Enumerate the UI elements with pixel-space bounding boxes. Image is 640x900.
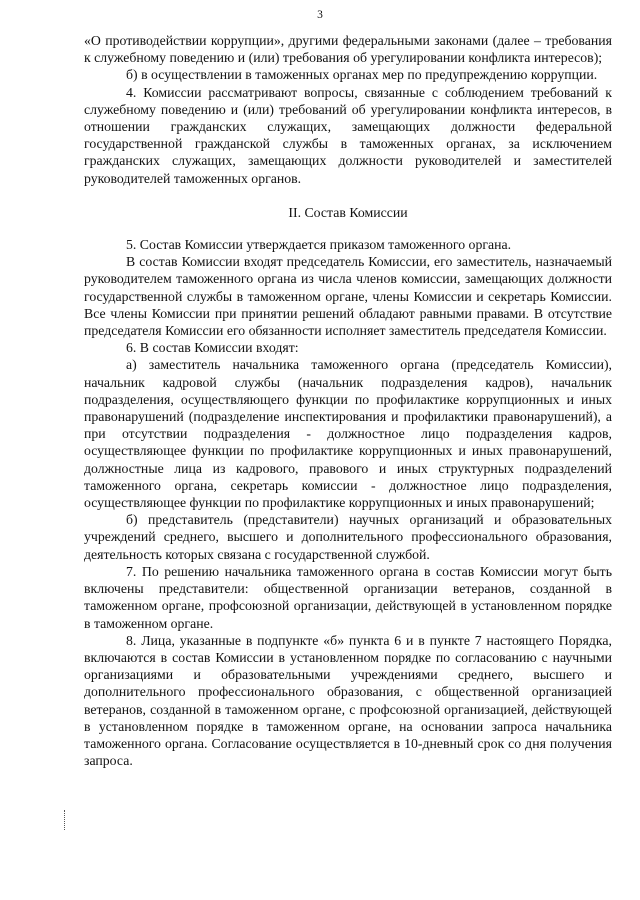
paragraph-5: 5. Состав Комиссии утверждается приказом таможенного органа. — [126, 237, 512, 253]
paragraph-6b: б) представитель (представители) научных организаций и образовательных учреждений среднего, высшего и дополнительного профессионального образования, деятельность которых связана с государственной службой. — [84, 512, 612, 562]
paragraph-6: 6. В состав Комиссии входят: — [126, 340, 299, 356]
scan-margin-mark — [64, 810, 67, 830]
page-number: 3 — [317, 9, 323, 21]
paragraph-8: 8. Лица, указанные в подпункте «б» пункта 6 и в пункте 7 настоящего Порядка, включаются в состав Комиссии в установленном порядке по согласованию с научными организациями и образовательными учреждениями среднего, высшего и дополнительного профессионального образования, с общественной организацией ветеранов, созданной в таможенном органе, с профсоюзной организацией, действующей в установленном порядке в таможенном органе, на основании запроса начальника таможенного органа. Согласование осуществляется в 10-дневный срок со дня получения запроса. — [84, 632, 612, 769]
paragraph-3b: б) в осуществлении в таможенных органах мер по предупреждению коррупции. — [126, 67, 598, 83]
section-heading: II. Состав Комиссии — [288, 204, 408, 220]
paragraph-6a: а) заместитель начальника таможенного органа (председатель Комиссии), начальник кадровой службы (начальник подразделения кадров), начальник подразделения, осуществляющего функции по профилактике коррупционных и иных правонарушений (подразделение инспектирования и профилактики правонарушений), а при отсутствии подразделения - должностное лицо подразделения кадров, осуществляющее функции по профилактике коррупционных и иных правонарушений, должностные лица из кадрового, правового и иных структурных подразделений таможенного органа, секретарь комиссии - должностное лицо подразделения, осуществляющее функции по профилактике коррупционных и иных правонарушений; — [84, 357, 612, 511]
paragraph-5-composition: В состав Комиссии входят председатель Комиссии, его заместитель, назначаемый руководителем таможенного органа из числа членов комиссии, замещающих должности государственной службы в таможенном органе, члены Комиссии и секретарь Комиссии. Все члены Комиссии при принятии решений обладают равными правами. В отсутствие председателя Комиссии его обязанности исполняет заместитель председателя Комиссии. — [84, 254, 612, 339]
document-body — [84, 32, 612, 769]
paragraph-continuation: «О противодействии коррупции», другими федеральными законами (далее – требования к служебному поведению и (или) требования об урегулировании конфликта интересов); — [84, 33, 612, 66]
paragraph-7: 7. По решению начальника таможенного органа в состав Комиссии могут быть включены представители: общественной организации ветеранов, созданной в таможенном органе, профсоюзной организации, действующей в установленном порядке в таможенном органе. — [84, 563, 612, 631]
paragraph-4: 4. Комиссии рассматривают вопросы, связанные с соблюдением требований к служебному поведению и (или) требований об урегулировании конфликта интересов, в отношении гражданских служащих, замещающих должности федеральной государственной гражданской службы в таможенных органах, за исключением гражданских служащих, замещающих должности руководителей и заместителей руководителей таможенных органов. — [84, 84, 612, 186]
